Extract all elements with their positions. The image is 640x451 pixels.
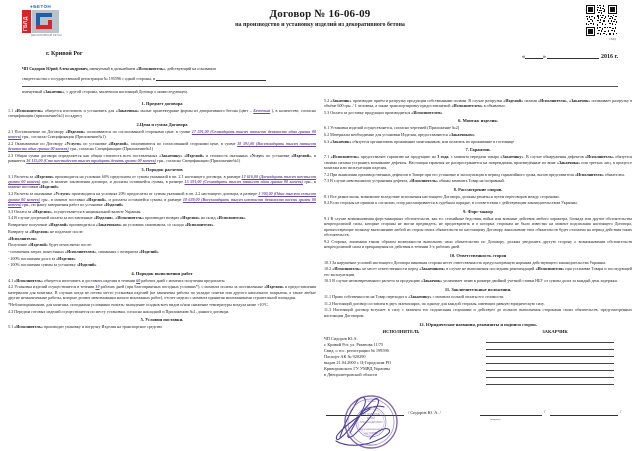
left-paragraph: 3.1 Расчеты за «Изделия» производятся на условиях 60% предоплаты от суммы указанной в пп. 2.1 настоящего договора, в размере 12 616,00 (Двенадцать тысяч шестьсот гривен 00 копеек) грн., в момент заключения договора, и доплаты оставшейся суммы, в размере 15 591,00 (Семнадцать тысяч пятьсот одна гривна 00 копеек) грн., в момент поставки «Изделий» (8, 173, 316, 190)
right-paragraph: 10.2 «Исполнитель» не несет ответственности перед «Заказчиком» в случае не выполнения последним рекомендаций «Исполнителя» при установке Товара и последующей его эксплуатации. (324, 266, 632, 277)
right-paragraph: 5.2 «Заказчик» производит приём и разгрузку продукции собственными силами. В случае разгрузки «Изделий» силами «Исполнителя», «Заказчик» оплачивает разгрузку в объёме 600 грн. / 1 человека, а также транспортировку предоставляемой «Исполнителем» в объявлено. (324, 97, 633, 109)
right-paragraph: 10.1 За нарушение условий настоящего Договора виновная сторона несет ответственность предусмотренную нормами действующего законодательства Украины. (324, 259, 607, 265)
title-block (0, 0, 640, 28)
right-paragraph: 7.1 «Исполнитель» предоставляет гарантию на продукцию на 3 года, с момента передачи товара «Заказчику». В случае обнаружения дефектов «Исполнитель» обязуется своими силами устранить возникшие дефекты. Настоящая гарантия не распространяется на повреждения, произведённые по вине «Заказчика» или третьих лиц, в процессе монтажа или эксплуатации изделия. (324, 154, 633, 170)
left-section-heading: 2.Цена и сумма Договора (136, 121, 188, 127)
body-columns (8, 97, 633, 448)
right-paragraph: 6.3 «Заказчик» обязуется организовать проживание монтажников, или оплатить их проживание в гостинице (324, 138, 515, 144)
company-stamp (342, 393, 400, 451)
executor-party (324, 329, 478, 385)
left-paragraph: «Исполнителя» (8, 235, 37, 241)
executor-detail-line: выдан 21.04.2000 г. Ц-Городским РО (324, 360, 391, 366)
right-paragraph: 6.2 Материалы необходимые для установки Изделия, предоставляются «Заказчиком» (324, 132, 475, 138)
right-section-heading: 10. Ответственность сторон (449, 252, 507, 258)
executor-detail-line: ЧП Сидоров Ю.А. (324, 336, 358, 342)
city-date-line (22, 51, 618, 62)
left-paragraph: - погашения затрат, понесённых «Исполнителем», связанных с возвратом «Изделий» (8, 248, 159, 254)
customer-signature-rule[interactable] (480, 415, 542, 416)
preamble-blank-rule (22, 82, 618, 87)
logo-glyph-icon (36, 13, 54, 30)
city-label: г. Кривой Рог (46, 51, 83, 57)
left-paragraph: 4.2 Установка изделий осуществляется в течении 10 рабочих дней (при благоприятных погодных условиях*), с момента оплаты за поставленные «Изделия» и предоставления материалов для монтажа. В случаях когда не готово место установки изделий (не закончены работы по укладке плитки или другого напольного покрытия, а также любые другие незаконченные работы, которые делают невозможным начало монтажных работ), отсчет недели с момента принятия монтажниками строительной площадки. (8, 284, 316, 301)
executor-detail-line: в Днепропетровской области (324, 372, 377, 378)
left-paragraph: *Неблагоприятными, для монтажа, погодными условиями считать: выпадение осадков всех видов и/или снижение температуры воздуха ниже +10°С. (8, 301, 269, 307)
logo-wordmark: ●БЕТОН (30, 4, 52, 9)
left-section-heading: 5. Условия поставки. (140, 317, 184, 323)
right-paragraph: 10.3 В случае несвоевременного расчета за продукцию «Заказчик» уплачивает пеню в размере двойной учетной ставки НБУ от суммы долга за каждый день задержки. (324, 278, 618, 284)
document-header (0, 0, 640, 46)
executor-signature-row (324, 401, 478, 448)
svg-text:код 2498052: код 2498052 (364, 433, 378, 436)
left-section-heading: 1. Предмет договора (141, 100, 183, 106)
left-paragraph: Получение «Изделий» будет исчисляемо после: (8, 242, 92, 248)
right-paragraph: 11.2 Настоящий договор составлен в двух экземплярах, по одному для каждой стороны, имеющих равную юридическую силу. (324, 300, 545, 306)
preamble-block (22, 66, 618, 95)
company-logo (22, 4, 68, 38)
customer-signature-row[interactable] (478, 407, 632, 422)
signature-slash-right: / (620, 409, 622, 415)
left-paragraph: 4.1 «Исполнитель» обязуется изготовить и доставить изделия в течении 60 рабочих дней с момента получения предоплаты (8, 277, 225, 283)
signature-block (324, 322, 632, 448)
preamble-line-2: свидетельства о государственной регистрации № 195596 с одной стороны, и (22, 73, 618, 81)
left-paragraph: 3.3 Оплата за «Изделия», осуществляется в национальной валюте Украины. (8, 208, 142, 214)
executor-detail-line: г. Кривой Рог, ул. Рязанова 11/75 (324, 342, 384, 348)
left-paragraph: 3.2 Расчеты за оказанные «Услуги» производятся на условиях 20% предоплаты от суммы указанной в пп. 2.2 настоящего договора, в размере 1 700,00 (Одна тысяча семьсот гривен 00 копеек) грн., в момент поставки «Изделий», и доплаты оставшейся суммы, в размере 18 639,00 (Восемнадцать тысяч шестьсот девяносто восемь гривен 00 копеек) грн., по факту завершения работ по установке «Изделий» (8, 191, 316, 207)
right-paragraph: 7.2 При выявлении производственных дефектов в Товаре при его установке и эксплуатации в период гарантийного срока, вызов представителя «Исполнителя» обязателен. (324, 171, 625, 177)
executor-title: ИСПОЛНИТЕЛЬ (382, 329, 420, 335)
executor-signature-name: / Сидоров Ю. А. / (408, 410, 441, 416)
left-paragraph: - 100% погашения долга за «Изделия» (8, 255, 76, 261)
svg-text:ЧП СИДОРОВ: ЧП СИДОРОВ (362, 413, 380, 417)
right-section-heading: 7. Гарантии. (465, 147, 491, 153)
executor-detail-line: Свид. о гос. регистрации № 199596 (324, 348, 389, 354)
executor-detail-line: Паспорт АК № 920290 (324, 354, 366, 360)
page-subtitle: на производство и установку изделий из декоративного бетона (235, 22, 405, 28)
qr-caption: ГБЛД (609, 38, 616, 41)
logo-mark-box (32, 10, 59, 33)
logo-tagline: ДЕКОРАТИВНЫЙ БЕТОН (31, 34, 62, 37)
left-section-heading: 3. Порядок расчетов (141, 166, 183, 172)
logo-red-band: ГБЛД (22, 10, 31, 33)
svg-text:идентификационный: идентификационный (359, 429, 383, 432)
right-paragraph: 9.1 В случае возникновения форс-мажорных обстоятельств, как то: стихийные бедствия, война или военные действия любого характера, блокада или другие обстоятельства непреодолимой силы, которые стороны не могли предвидеть, не предотвратить и о которых сторонам не было известно на момент подписания настоящего Договора, препятствующие полному выполнению любой из сторон своих обязательств по настоящему Договору, выполнение этих обязательств будет отложено на период действия таких обстоятельств. (324, 215, 632, 238)
preamble-line-1: ЧП Сидоров Юрий Александрович, именуемый в дальнейшем «Исполнитель», действующий на основании (22, 66, 216, 71)
executor-detail-line: Криворожского ГУ УМВД Украины (324, 366, 390, 372)
right-section-heading: 6. Монтаж изделия. (458, 118, 498, 124)
right-paragraph: 8.1 Все разногласия, возникшие вследствие исполнения настоящего Договора, должны решаться путем переговоров между сторонами. (324, 193, 560, 199)
handwritten-signature (330, 389, 410, 451)
right-paragraph: 9.2 Сторона, лишенная таким образом возможности выполнить свои обязательства по Договору, должна уведомить другую сторону о возникновении обстоятельств непреодолимой силы и прекращения их действия в течении 3-х рабочих дней. (324, 238, 632, 250)
left-paragraph: 2.2 Оказываемые по Договору «Услуги» по установке «Изделий», оплачиваются по согласованной сторонами цене, в сумме 18 591,00 (Восемнадцать тысяч пятьсот девяносто одна гривна 00 копеек) грн., согласно Спецификации (Приложение№1) (8, 140, 317, 152)
right-paragraph: 8.2 Если стороны не пришли к согласию, спор рассматривается в судебном порядке, в соответствии с действующим законодательством Украины. (324, 200, 578, 206)
right-section-heading: 9. Форс-мажор (463, 208, 493, 214)
right-section-heading: 11. Заключительные положения. (444, 286, 512, 292)
left-paragraph: 3.4 В случае досрочной оплаты за поставленные «Изделия», «Исполнитель» производит возврат «Изделия» на склад «Исполнителя». (8, 215, 247, 221)
qr-code-icon (585, 4, 618, 37)
left-paragraph: 4.3 Передача готовых изделий осуществляется по месту установки, согласно накладной и Приложению №1, данного договора. (8, 308, 230, 314)
customer-title: ЗАКАРЧИК (542, 329, 568, 335)
preamble-line-3: именуемый «Заказчик», с другой стороны, заключили настоящий Договор о нижеследующем. (22, 89, 188, 95)
page-title: Договор № 16-06-09 (269, 8, 371, 20)
right-paragraph: 6.1 Установка изделий осуществляется, согласно чертежей (Приложение №2) (324, 125, 460, 131)
right-paragraph: 11.1 Право собственности на Товар переходит к «Заказчику» с момента полной оплаты его стоимости. (324, 293, 505, 299)
svg-text:УКРАЇНА: УКРАЇНА (366, 401, 376, 404)
svg-text:ЮРИЙ: ЮРИЙ (366, 417, 376, 421)
left-paragraph: - 100% погашения суммы за установку «Изделий» (8, 262, 97, 268)
signature-caption: (подпись) (490, 418, 501, 422)
left-paragraph: 2.3 Общая сумма договора определяется как общая стоимость всех поставленных «Заказчику» «Изделий» и стоимость оказанных «Услуг» по установке «Изделий», и равняется 36 135,00 (Сто шестьдесят тысяч тридцать девять гривен 00 копеек) грн., согласно Спецификации (Приложение№1) (8, 152, 316, 164)
right-column (324, 97, 633, 448)
left-paragraph: 5.1 «Исполнитель» производит упаковку и погрузку Изделия на транспортное средство (8, 324, 163, 330)
left-paragraph: 1.1 «Исполнитель» обязуется изготовить и установить для «Заказчика» малые архитектурные формы из декоративного бетона (цвет – Бежевый ), в количестве, согласно спецификации (приложение№1) по адресу (8, 107, 317, 119)
customer-name-rule[interactable] (550, 415, 618, 416)
svg-text:КРИВИЙ РІГ: КРИВИЙ РІГ (364, 445, 378, 448)
left-paragraph: 2.1 Поставляемые по Договору «Изделия» оплачиваются по согласованной сторонами цене, в сумме 17 591,00 (Семнадцать тысяч пятьсот девяносто одна гривна 00 копеек) грн., согласно Спецификации (Приложение№1) (8, 128, 316, 140)
left-section-heading: 4. Порядок выполнения работ (131, 270, 193, 276)
right-paragraph: 7.3 В случае невозможного устранения дефекта, «Исполнитель» обязан заменить Товар на исправный. (324, 178, 505, 184)
right-section-heading: 8. Рассмотрение споров. (453, 186, 503, 192)
signatures-heading: 12. Юридические названия, реквизиты и подписи сторон. (419, 322, 537, 328)
signature-slash-left: / (544, 409, 546, 415)
date-fields: « » 2016 г. (522, 51, 618, 60)
left-paragraph: Возврату за «Изделия» не подлежат после: (8, 228, 84, 234)
customer-blank-lines[interactable] (478, 336, 632, 385)
customer-party (478, 329, 632, 385)
executor-signature-rule (326, 415, 404, 416)
left-column (8, 98, 316, 419)
right-paragraph: 11.3 Настоящий договор вступает в силу с момента его подписания сторонами и действует до полного выполнения сторонами своих обязательств, предусмотренных настоящим Договором. (324, 307, 632, 318)
left-paragraph: Возвратное получение «Изделий» производиться «Заказчиком» на условиях самовывоза, со склада «Исполнителя». (8, 222, 215, 228)
svg-text:АЛЕКСАНДРОВИЧ: АЛЕКСАНДРОВИЧ (359, 421, 383, 425)
right-paragraph: 5.3 Оплата за доставку продукции производиться «Исполнителем» (324, 109, 443, 115)
